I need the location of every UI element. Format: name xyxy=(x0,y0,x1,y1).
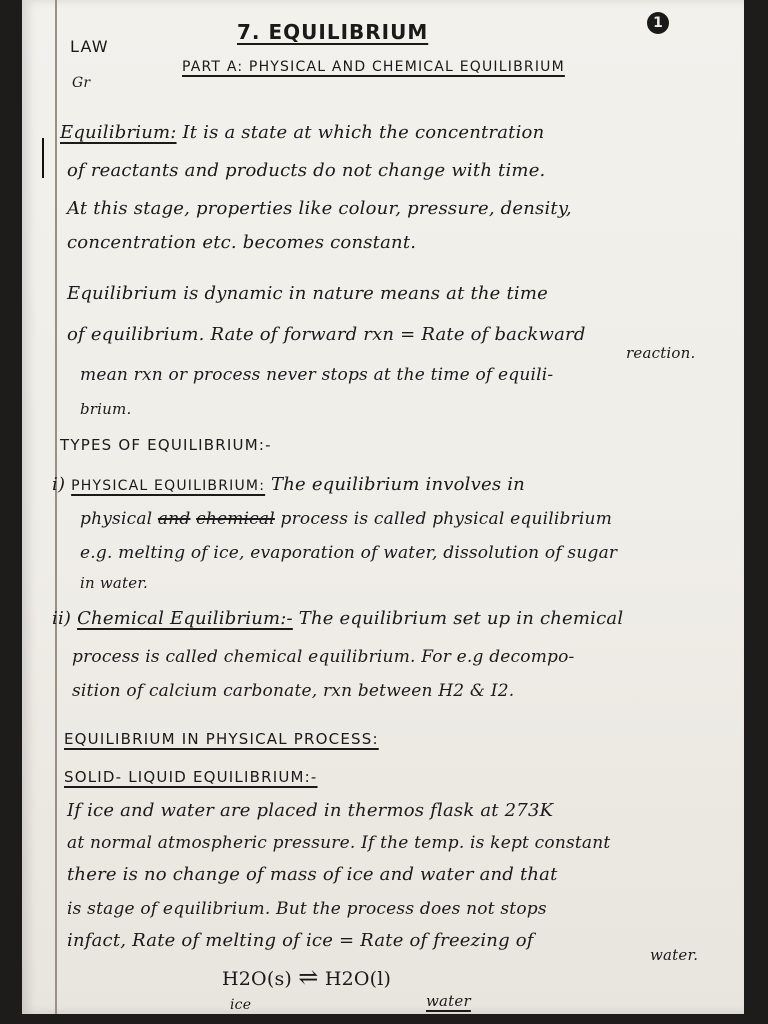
chemical-line-2: process is called chemical equilibrium. For e.g decompo- xyxy=(72,647,575,667)
dynamic-line-3: mean rxn or process never stops at the time of equili- xyxy=(80,365,554,385)
physical-text-2a: physical xyxy=(80,509,153,529)
chapter-title: 7. EQUILIBRIUM xyxy=(237,20,429,44)
definition-line-1 xyxy=(60,122,544,144)
page-number-badge: 1 xyxy=(647,12,669,34)
process-line-5b: water. xyxy=(650,946,699,964)
equation-left: H2O(s) xyxy=(222,968,293,990)
equilibrium-arrow-icon: ⇌ xyxy=(298,963,319,991)
part-heading: PART A: PHYSICAL AND CHEMICAL EQUILIBRIUM xyxy=(182,59,565,75)
solid-liquid-heading: SOLID- LIQUID EQUILIBRIUM:- xyxy=(64,768,318,786)
dynamic-line-1: Equilibrium is dynamic in nature means at the time xyxy=(67,283,548,304)
law-label: LAW xyxy=(70,37,109,56)
struck-and: and xyxy=(157,509,191,529)
process-line-5: infact, Rate of melting of ice = Rate of freezing of xyxy=(67,930,534,951)
process-line-2: at normal atmospheric pressure. If the temp. is kept constant xyxy=(67,833,611,853)
margin-line xyxy=(55,0,57,1014)
process-line-4: is stage of equilibrium. But the process does not stops xyxy=(67,899,547,919)
physical-text-1: The equilibrium involves in xyxy=(271,474,525,495)
chemical-term: Chemical Equilibrium:- xyxy=(77,608,293,629)
physical-line-4: in water. xyxy=(80,574,149,592)
equation-ice-label: ice xyxy=(230,997,252,1013)
definition-line-4: concentration etc. becomes constant. xyxy=(67,232,417,253)
physical-text-2b: process is called physical equilibrium xyxy=(280,509,613,529)
chemical-text-1: The equilibrium set up in chemical xyxy=(298,608,624,629)
dynamic-line-2: of equilibrium. Rate of forward rxn = Rate of backward xyxy=(67,324,586,345)
equilibrium-equation xyxy=(222,963,392,991)
notebook-page xyxy=(22,0,744,1014)
types-heading: TYPES OF EQUILIBRIUM:- xyxy=(60,436,272,454)
physical-number: i) xyxy=(52,474,66,495)
chemical-number: ii) xyxy=(52,608,72,629)
physical-line-2 xyxy=(80,508,612,530)
process-line-3: there is no change of mass of ice and water and that xyxy=(67,864,558,885)
physical-process-heading: EQUILIBRIUM IN PHYSICAL PROCESS: xyxy=(64,730,379,748)
chemical-line-1 xyxy=(52,608,623,630)
dynamic-line-2b: reaction. xyxy=(626,344,696,362)
law-sub-label: Gr xyxy=(72,75,91,91)
definition-line-2: of reactants and products do not change with time. xyxy=(67,160,546,181)
definition-term: Equilibrium: xyxy=(60,122,177,143)
chemical-line-3: sition of calcium carbonate, rxn between H2 & I2. xyxy=(72,681,515,701)
physical-line-1 xyxy=(52,474,525,497)
struck-chemical: chemical xyxy=(196,509,275,529)
process-line-1: If ice and water are placed in thermos flask at 273K xyxy=(67,800,554,821)
margin-tick xyxy=(42,138,44,178)
dynamic-line-4: brium. xyxy=(80,400,132,418)
physical-line-3: e.g. melting of ice, evaporation of water, dissolution of sugar xyxy=(80,543,618,563)
physical-term: PHYSICAL EQUILIBRIUM: xyxy=(71,478,266,494)
equation-water-label: water xyxy=(426,992,471,1010)
equation-right: H2O(l) xyxy=(324,968,392,990)
definition-text-1: It is a state at which the concentration xyxy=(182,122,545,143)
definition-line-3: At this stage, properties like colour, pressure, density, xyxy=(67,198,572,219)
